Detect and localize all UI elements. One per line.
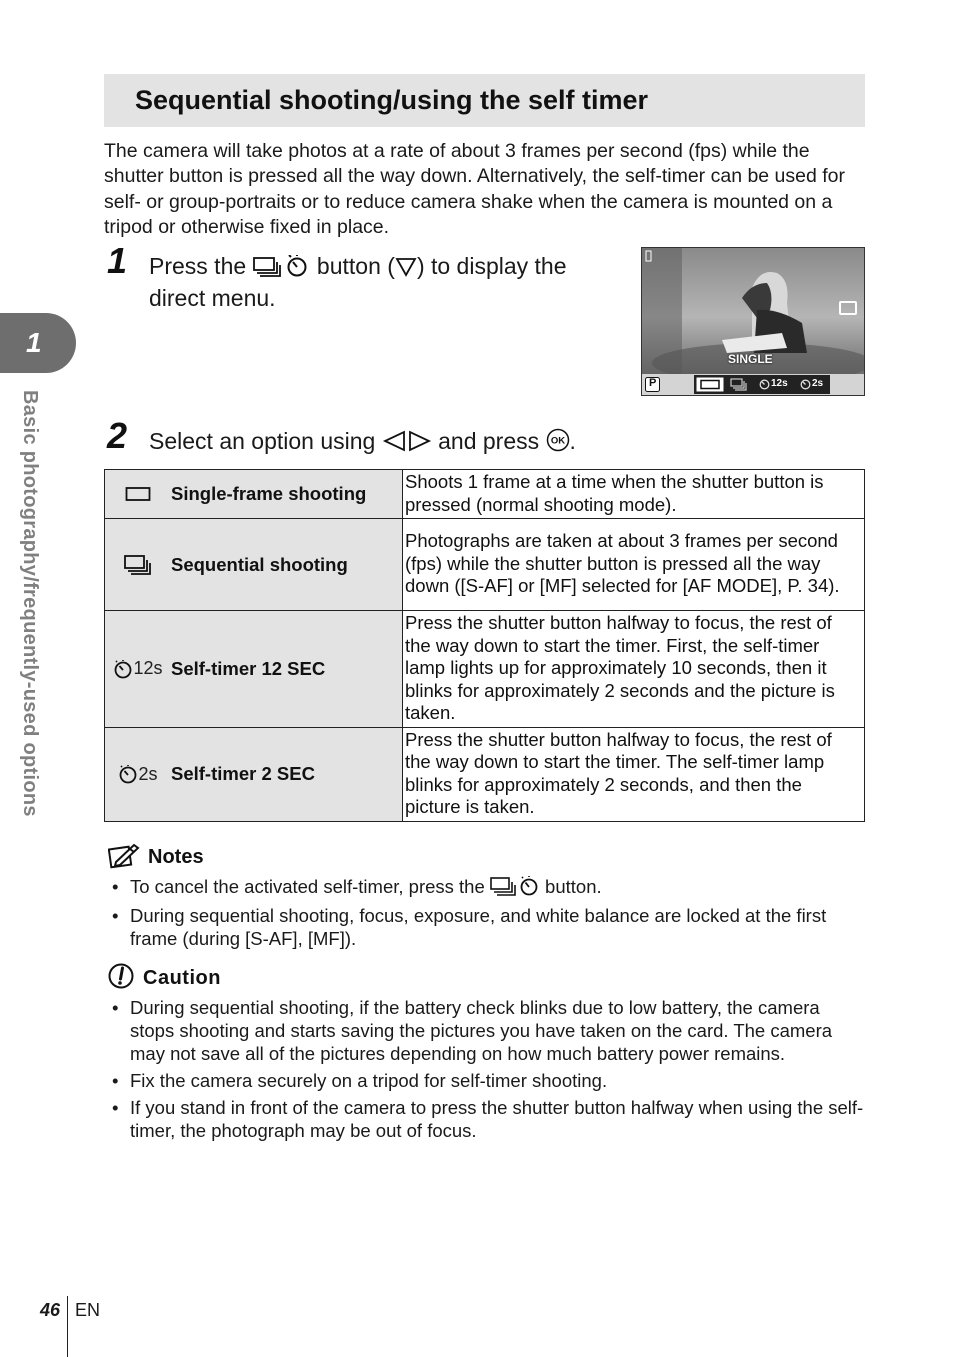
camera-direct-menu-bar [642,374,864,395]
notes-item-1-after: button. [539,876,602,897]
self-timer-2-mode-icon [800,379,811,390]
single-frame-selected-icon [696,377,724,392]
chapter-number: 1 [26,327,42,358]
step-2-text [149,427,649,459]
option-label-cell [105,611,403,728]
caution-icon [108,963,134,994]
notes-heading: Notes [148,846,204,868]
option-description: Photographs are taken at about 3 frames per second (fps) while the shutter button is pressed all the way down ([S-AF] or [MF] selected for [AF MODE], P. 34). [403,519,865,611]
option-name: Sequential shooting [171,553,348,575]
notes-list [104,875,864,953]
list-item: • During sequential shooting, focus, exposure, and white balance are locked at the first frame (during [S-AF], [MF]). [104,904,864,950]
table-row [105,519,865,611]
ok-button-icon [546,428,570,459]
footer-divider [67,1296,68,1357]
step-2-text-mid: and press [431,428,546,454]
caution-heading: Caution [143,967,221,989]
intro-paragraph: The camera will take photos at a rate of about 3 frames per second (fps) while the shutter button is pressed all the way down. Alternatively, the self-timer can be used for self- or group-portraits or to reduce camera shake when the camera is mounted on a tripod or otherwise fixed in place. [104,140,846,238]
option-description: Press the shutter button halfway to focus, the rest of the way down to start the timer. The self-timer lamp blinks for approximately 2 seconds, and then the picture is taken. [403,727,865,821]
step-2-number: 2 [107,415,128,456]
drive-options-table [104,469,865,822]
self-timer-12-mode-label: 12s [771,378,788,389]
table-row [105,727,865,821]
option-label-cell [105,519,403,611]
table-row [105,470,865,519]
down-triangle-icon [395,255,417,284]
self-timer-12-mode-icon [759,379,770,390]
chapter-sidebar-label: Basic photography/frequently-used options [19,390,41,817]
list-item: • During sequential shooting, if the battery check blinks due to low battery, the camera stops shooting and starts saving the pictures you have taken on the card. The camera may not save all of the pictures depending on how much battery power remains. [104,996,864,1065]
list-item [104,875,864,901]
option-label-cell [105,727,403,821]
svg-text:OK: OK [550,435,565,447]
camera-drive-label: SINGLE [728,352,773,366]
option-description: Press the shutter button halfway to focus, the rest of the way down to start the timer. First, the self-timer lamp lights up for approximately 10 seconds, then it blinks for approximately 2 seconds and the picture is taken. [403,611,865,728]
self-timer-icon [105,658,171,679]
step-2-text-before: Select an option using [149,428,382,454]
sequential-self-timer-icon [253,255,311,284]
sequential-mode-icon [730,378,748,391]
caution-list [104,996,864,1146]
language-code: EN [75,1300,101,1320]
notes-item-1-before: To cancel the activated self-timer, press the [130,876,490,897]
option-description: Shoots 1 frame at a time when the shutter button is pressed (normal shooting mode). [403,470,865,519]
self-timer-icon [105,764,171,785]
table-row [105,611,865,728]
step-1-text [149,252,619,313]
self-timer-2-label: 2s [138,763,158,784]
list-item: • If you stand in front of the camera to press the shutter button halfway when using the self-timer, the photograph may be out of focus. [104,1096,864,1142]
shooting-mode-label: P [649,377,657,389]
chapter-sidebar [18,390,62,880]
option-name: Self-timer 2 SEC [171,763,315,784]
option-name: Self-timer 12 SEC [171,657,326,679]
step-2-text-after: . [569,428,576,454]
option-label-cell [105,470,403,519]
page-number: 46 [40,1300,61,1320]
sequential-self-timer-icon [490,876,540,901]
step-1-text-after: ) to display the direct menu. [149,253,567,311]
step-1-number: 1 [107,240,128,281]
page-title: Sequential shooting/using the self timer [135,85,649,115]
list-item: • Fix the camera securely on a tripod for self-timer shooting. [104,1069,864,1092]
sequential-icon [105,554,171,576]
single-frame-icon [105,486,171,502]
self-timer-2-mode-label: 2s [812,378,824,389]
section-title-bar [104,74,865,127]
pencil-note-icon [108,842,140,875]
step-1-text-before: Press the [149,253,253,279]
option-name: Single-frame shooting [171,483,367,504]
step-1-text-mid: button ( [310,253,395,279]
camera-screen-preview [641,247,865,396]
self-timer-12-label: 12s [133,658,163,679]
left-right-arrows-icon [382,430,432,459]
